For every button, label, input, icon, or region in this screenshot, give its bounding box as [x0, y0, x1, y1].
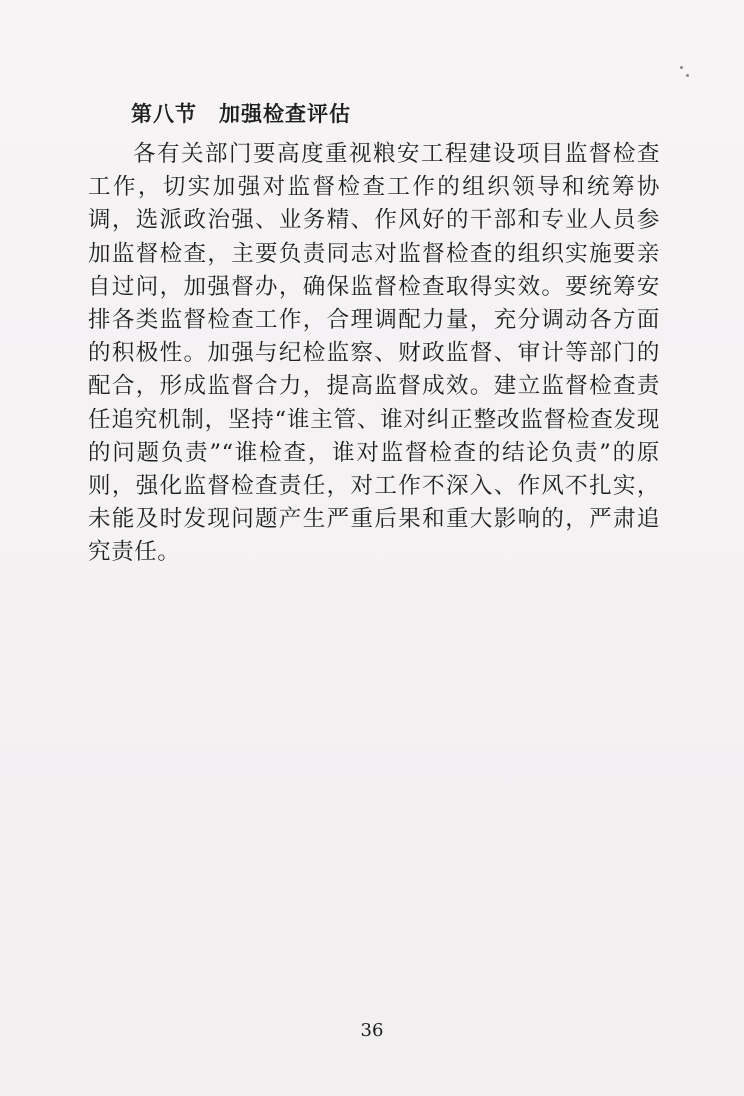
body-paragraph: 各有关部门要高度重视粮安工程建设项目监督检查工作，切实加强对监督检查工作的组织领导和统筹协调，选派政治强、业务精、作风好的干部和专业人员参加监督检查，主要负责同志对监督检查的组织实施要亲自过问，加强督办，确保监督检查取得实效。要统筹安排各类监督检查工作，合理调配力量，充分调动各方面的积极性。加强与纪检监察、财政监督、审计等部门的配合，形成监督合力，提高监督成效。建立监督检查责任追究机制，坚持“谁主管、谁对纠正整改监督检查发现的问题负责”“谁检查，谁对监督检查的结论负责”的原则，强化监督检查责任，对工作不深入、作风不扎实，未能及时发现问题产生严重后果和重大影响的，严肃追究责任。: [88, 141, 660, 566]
scan-speck: [680, 66, 683, 69]
scan-speck: [686, 74, 689, 77]
section-heading: 第八节 加强检查评估: [131, 101, 351, 126]
page-number: 36: [360, 1020, 384, 1041]
